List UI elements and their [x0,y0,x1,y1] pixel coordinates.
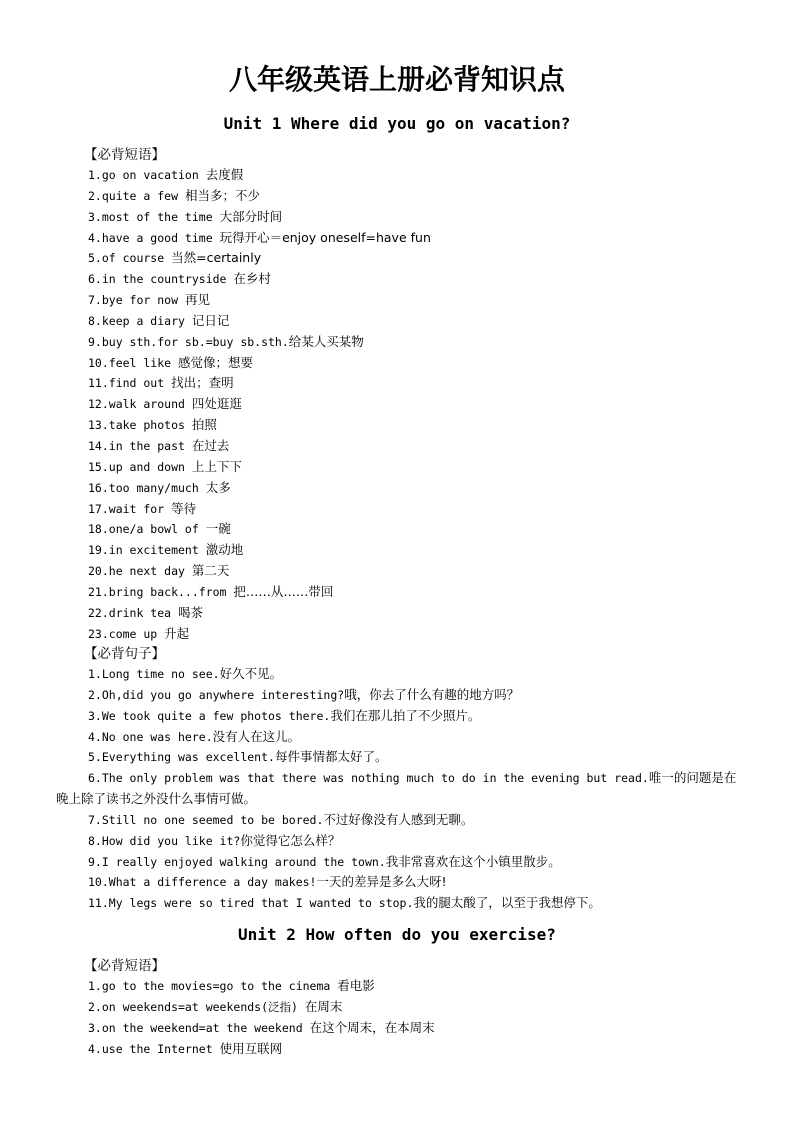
list-item: 23.come up 升起 [88,625,190,641]
unit1-phrase-list [0,165,794,644]
list-item: 17.wait for 等待 [88,500,197,516]
list-item: 8.How did you like it?你觉得它怎么样？ [88,832,341,848]
list-item: 15.up and down 上上下下 [88,458,242,474]
list-item: 4.No one was here.没有人在这儿。 [88,728,301,744]
list-item: 11.My legs were so tired that I wanted to stop.我的腿太酸了，以至于我想停下。 [88,895,601,911]
list-item: 2.on weekends=at weekends(泛指) 在周末 [88,998,343,1014]
unit1-sentence-list [0,664,794,914]
list-item: 7.bye for now 再见 [88,292,210,308]
list-item: 1.go to the movies=go to the cinema 看电影 [88,978,375,993]
list-item: 16.too many/much 太多 [88,479,231,495]
list-item: 20.he next day 第二天 [88,563,230,579]
list-item: 11.find out 找出；查明 [88,375,234,391]
list-item: 21.bring back...from 把……从……带回 [88,583,334,599]
list-item: 19.in excitement 激动地 [88,542,244,558]
list-item: 22.drink tea 喝茶 [88,604,204,620]
list-item: 10.What a difference a day makes!一天的差异是多么大呀! [88,874,447,890]
list-item: 2.quite a few 相当多；不少 [88,187,260,203]
list-item: 4.use the Internet 使用互联网 [88,1040,283,1056]
list-item: 5.of course 当然=certainly [88,250,262,266]
list-item: 3.We took quite a few photos there.我们在那儿拍了不少照片。 [88,707,481,723]
list-item: 9.buy sth.for sb.=buy sb.sth.给某人买某物 [88,333,364,349]
list-item: 1.go on vacation 去度假 [88,167,244,182]
list-item: 1.Long time no see.好久不见。 [88,666,283,681]
unit1-sentences-label: 【必背句子】 [84,646,165,662]
list-item: 4.have a good time 玩得开心＝enjoy oneself=have fun [88,229,431,245]
list-item: 6.The only problem was that there was nothing much to do in the evening but read.唯一的问题是在晚上除了读书之外没什么事情可做。 [56,770,737,807]
unit1-heading: Unit 1 Where did you go on vacation? [223,114,571,133]
list-item: 3.on the weekend=at the weekend 在这个周末，在本周末 [88,1019,435,1035]
list-item: 2.Oh,did you go anywhere interesting?哦，你去了什么有趣的地方吗？ [88,686,520,702]
list-item: 9.I really enjoyed walking around the town.我非常喜欢在这个小镇里散步。 [88,853,561,869]
unit2-heading: Unit 2 How often do you exercise? [238,925,556,944]
unit1-phrases-label: 【必背短语】 [84,147,165,163]
list-item: 6.in the countryside 在乡村 [88,271,271,287]
list-item: 7.Still no one seemed to be bored.不过好像没有人感到无聊。 [88,811,474,827]
list-item: 8.keep a diary 记日记 [88,312,230,328]
list-item: 13.take photos 拍照 [88,417,217,433]
list-item: 5.Everything was excellent.每件事情都太好了。 [88,749,388,765]
unit2-phrases-label: 【必背短语】 [84,958,165,974]
list-item: 3.most of the time 大部分时间 [88,208,283,224]
unit2-phrase-list [0,976,794,1059]
list-item: 14.in the past 在过去 [88,437,230,453]
page-title: 八年级英语上册必背知识点 [228,63,565,96]
list-item: 18.one/a bowl of 一碗 [88,521,231,537]
list-item: 10.feel like 感觉像；想要 [88,354,254,370]
list-item: 12.walk around 四处逛逛 [88,396,242,412]
